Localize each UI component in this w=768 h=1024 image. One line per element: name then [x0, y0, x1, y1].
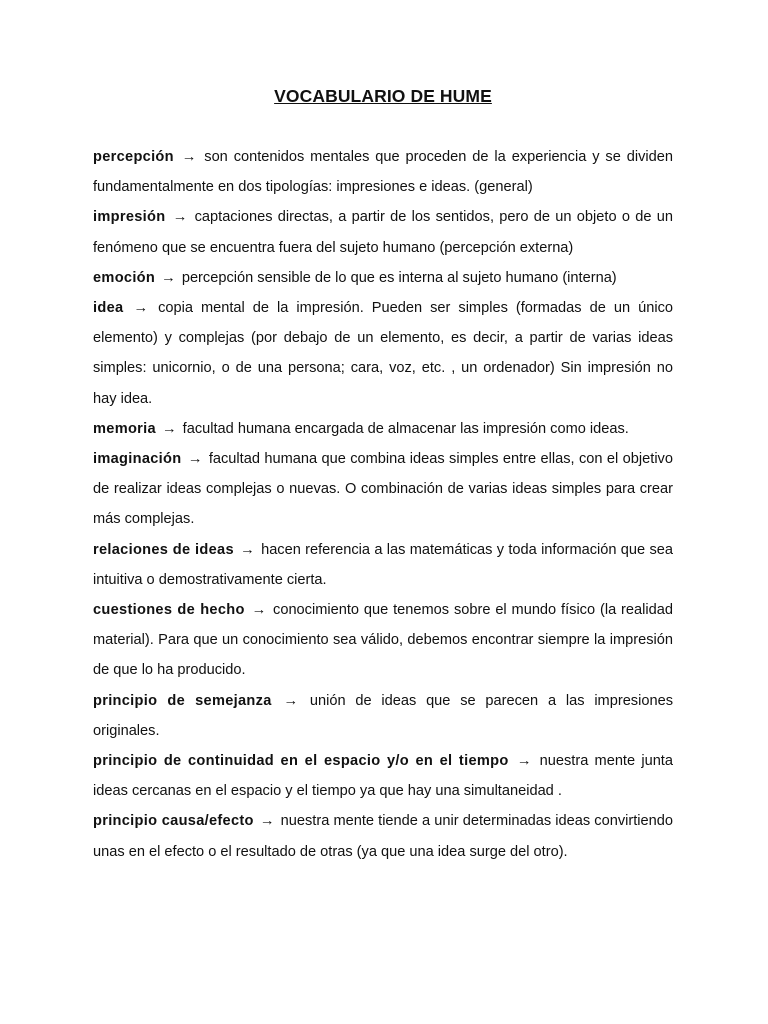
vocabulary-list: [93, 142, 673, 867]
entry-definition: unión de ideas que se parecen a las impresiones originales.: [93, 692, 673, 739]
entry-definition: facultad humana encargada de almacenar las impresión como ideas.: [182, 420, 629, 437]
entry-term: impresión: [93, 209, 166, 226]
arrow-icon: →: [181, 149, 197, 165]
entry-term: principio de continuidad en el espacio y/o en el tiempo: [93, 753, 509, 770]
entry-term: relaciones de ideas: [93, 541, 234, 558]
arrow-icon: →: [259, 813, 275, 830]
entry-term: idea: [93, 300, 124, 317]
arrow-icon: →: [161, 269, 176, 286]
entry-definition: hacen referencia a las matemáticas y toda información que sea intuitiva o demostrativamente cierta.: [93, 541, 673, 588]
entry-definition: conocimiento que tenemos sobre el mundo físico (la realidad material). Para que un conocimiento sea válido, debemos encontrar siempre la impresión de que lo ha producido.: [93, 602, 673, 679]
arrow-icon: →: [187, 451, 203, 468]
vocabulary-entry: [93, 444, 673, 535]
entry-term: cuestiones de hecho: [93, 602, 245, 619]
entry-term: principio de semejanza: [93, 692, 272, 709]
arrow-icon: →: [240, 541, 255, 558]
entry-definition: captaciones directas, a partir de los sentidos, pero de un objeto o de un fenómeno que se encuentra fuera del sujeto humano (percepción externa): [93, 209, 673, 256]
vocabulary-entry: [93, 806, 673, 866]
vocabulary-entry: [93, 142, 673, 202]
vocabulary-entry: [93, 202, 673, 262]
vocabulary-entry: [93, 414, 673, 444]
arrow-icon: →: [162, 420, 177, 437]
arrow-icon: →: [283, 692, 299, 709]
entry-term: memoria: [93, 420, 156, 437]
vocabulary-entry: [93, 686, 673, 746]
entry-definition: copia mental de la impresión. Pueden ser simples (formadas de un único elemento) y complejas (por debajo de un elemento, es decir, a partir de varias ideas simples: unicornio, o de una persona; cara, voz, etc. , un ordenador) Sin impresión no hay idea.: [93, 300, 673, 407]
entry-definition: percepción sensible de lo que es interna al sujeto humano (interna): [181, 269, 617, 286]
vocabulary-entry: [93, 535, 673, 595]
entry-term: emoción: [93, 269, 156, 286]
entry-definition: nuestra mente tiende a unir determinadas ideas convirtiendo unas en el efecto o el resultado de otras (ya que una idea surge del otro).: [93, 813, 673, 860]
entry-definition: facultad humana que combina ideas simples entre ellas, con el objetivo de realizar ideas complejas o nuevas. O combinación de varias ideas simples para crear más complejas.: [93, 451, 673, 528]
entry-term: imaginación: [93, 451, 182, 468]
entry-term: percepción: [93, 149, 174, 165]
entry-definition: son contenidos mentales que proceden de la experiencia y se dividen fundamentalmente en dos tipologías: impresiones e ideas. (general): [93, 149, 673, 196]
arrow-icon: →: [516, 753, 532, 770]
document-page: [93, 86, 673, 867]
entry-term: principio causa/efecto: [93, 813, 254, 830]
vocabulary-entry: [93, 263, 673, 293]
vocabulary-entry: [93, 293, 673, 414]
document-title: VOCABULARIO DE HUME: [274, 86, 492, 106]
arrow-icon: →: [172, 209, 188, 226]
arrow-icon: →: [133, 300, 149, 317]
vocabulary-entry: [93, 746, 673, 806]
vocabulary-entry: [93, 595, 673, 686]
entry-definition: nuestra mente junta ideas cercanas en el espacio y el tiempo ya que hay una simultaneidad .: [93, 753, 673, 800]
arrow-icon: →: [251, 602, 267, 619]
